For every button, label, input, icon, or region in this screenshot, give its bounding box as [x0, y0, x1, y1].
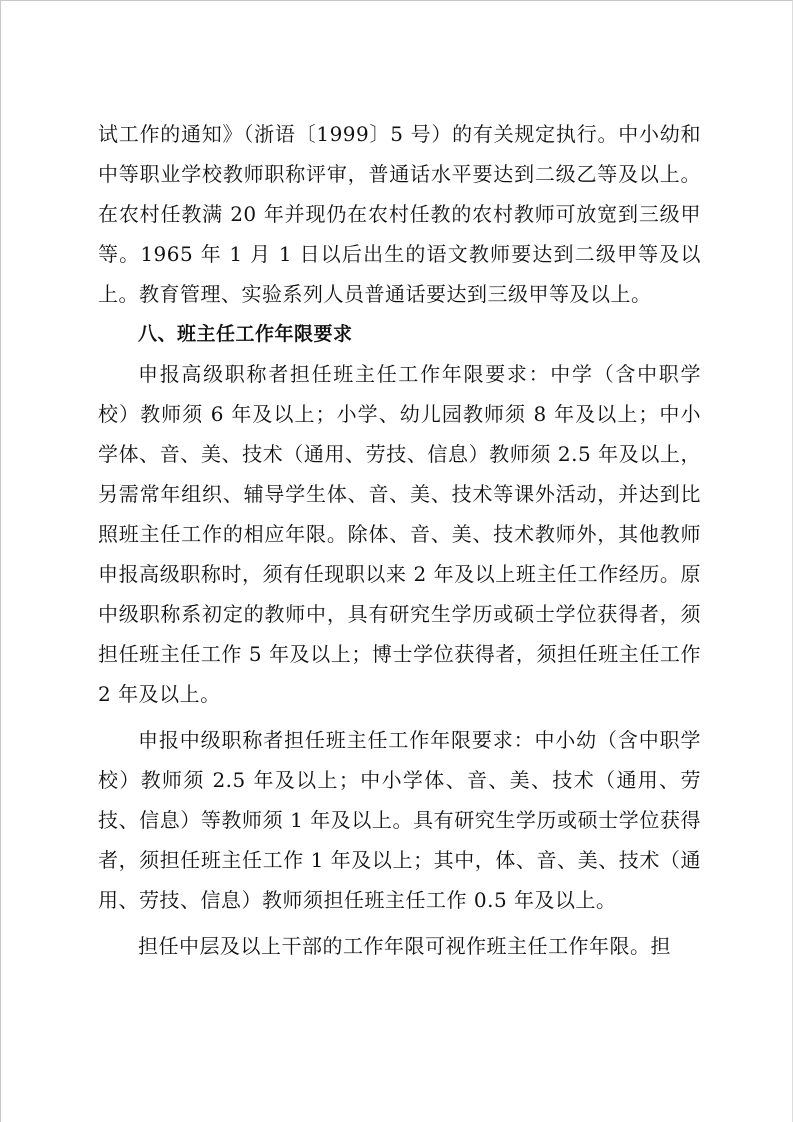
section-heading-head-teacher-years: 八、班主任工作年限要求 [138, 323, 353, 345]
paragraph-putonghua-requirement: 试工作的通知》（浙语〔1999〕5 号）的有关规定执行。中小幼和中等职业学校教师职称评审，普通话水平要达到二级乙等及以上。在农村任教满 20 年并现仍在农村任教的农村教师可放宽到三级甲等。1965 年 1 月 1 日以后出生的语文教师要达到二级甲等及以上。教育管理、实验系列人员普通话要达到三级甲等及以上。 [98, 122, 701, 306]
paragraph-middle-cadre-note: 担任中层及以上干部的工作年限可视作班主任工作年限。担 [138, 934, 671, 958]
document-body [98, 114, 701, 966]
paragraph-senior-title-requirement: 申报高级职称者担任班主任工作年限要求：中学（含中职学校）教师须 6 年及以上；小学、幼儿园教师须 8 年及以上；中小学体、音、美、技术（通用、劳技、信息）教师须 2.5 年及以上，另需常年组织、辅导学生体、音、美、技术等课外活动，并达到比照班主任工作的相应年限。除体、音、美、技术教师外，其他教师申报高级职称时，须有任现职以来 2 年及以上班主任工作经历。原中级职称系初定的教师中，具有研究生学历或硕士学位获得者，须担任班主任工作 5 年及以上；博士学位获得者，须担任班主任工作 2 年及以上。 [98, 362, 701, 706]
paragraph-intermediate-title-requirement: 申报中级职称者担任班主任工作年限要求：中小幼（含中职学校）教师须 2.5 年及以上；中小学体、音、美、技术（通用、劳技、信息）等教师须 1 年及以上。具有研究生学历或硕士学位获得者，须担任班主任工作 1 年及以上；其中，体、音、美、技术（通用、劳技、信息）教师须担任班主任工作 0.5 年及以上。 [98, 728, 701, 912]
